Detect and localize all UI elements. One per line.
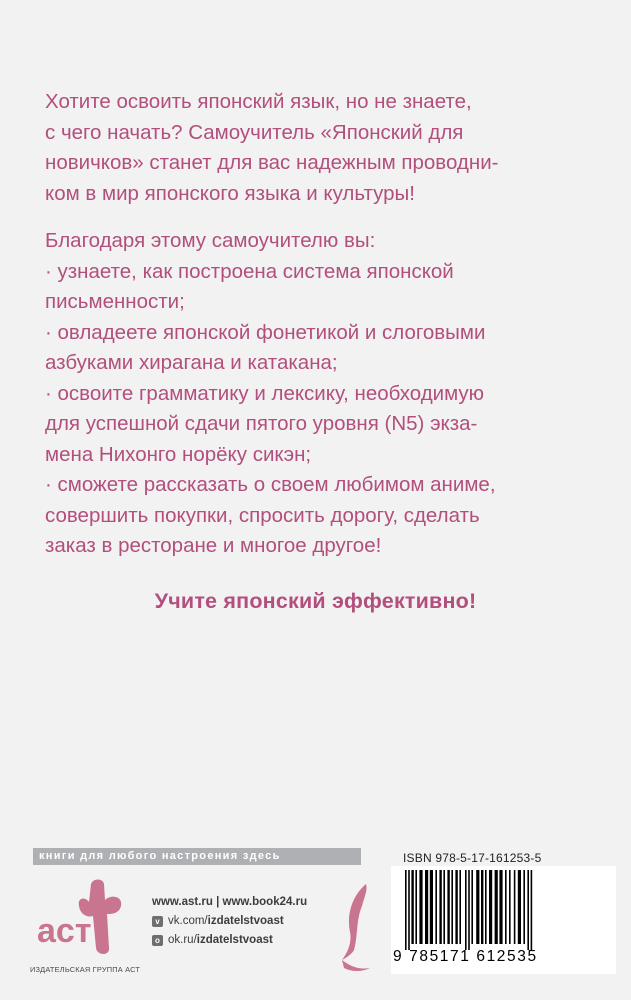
barcode-bar <box>419 870 422 944</box>
intro-paragraph <box>45 87 605 209</box>
barcode-bars <box>399 870 609 950</box>
logo-text: аст <box>37 912 92 950</box>
barcode-bar <box>489 870 492 944</box>
barcode-bar <box>408 870 410 950</box>
barcode-bar <box>505 870 507 944</box>
vk-handle: izdatelstvoast <box>207 915 284 927</box>
ok-icon: o <box>152 935 163 946</box>
barcode-bar <box>443 870 445 944</box>
barcode-bar <box>485 870 487 944</box>
publisher-links <box>152 896 307 946</box>
barcode-bar <box>531 870 533 950</box>
barcode-bar <box>518 870 521 944</box>
barcode-bar <box>459 870 461 944</box>
barcode-bar <box>435 870 437 944</box>
barcode-bar <box>405 870 407 950</box>
benefits-heading: Благодаря этому самоучителю вы: <box>45 229 376 252</box>
benefit-line: · узнаете, как построена система японской <box>45 259 454 283</box>
barcode-bar <box>523 870 525 944</box>
isbn-label: ISBN 978-5-17-161253-5 <box>403 851 542 865</box>
vk-link[interactable] <box>152 915 307 927</box>
barcode-digits: 9 785171 612535 <box>393 948 538 965</box>
benefits-list <box>45 226 605 562</box>
vk-prefix: vk.com/ <box>168 915 208 927</box>
barcode <box>391 866 616 974</box>
intro-line: новичков» станет для вас надежным проводни- <box>45 151 499 174</box>
barcode-bar <box>430 870 433 944</box>
barcode-bar <box>527 870 529 950</box>
barcode-bar <box>509 870 511 944</box>
barcode-bar <box>415 870 417 944</box>
tagline-bar: книги для любого настроения здесь <box>33 848 361 865</box>
barcode-bar <box>499 870 502 944</box>
ok-prefix: ok.ru/ <box>168 934 197 946</box>
benefit-line: заказ в ресторане и многое другое! <box>45 534 382 557</box>
intro-line: Хотите освоить японский язык, но не знаете, <box>45 90 472 113</box>
barcode-bar <box>465 870 467 950</box>
benefit-line: · овладеете японской фонетикой и слоговыми <box>45 320 486 344</box>
vk-icon: v <box>152 916 163 927</box>
website-links[interactable]: www.ast.ru | www.book24.ru <box>152 896 308 908</box>
benefit-line: для успешной сдачи пятого уровня (N5) экза- <box>45 412 478 435</box>
barcode-bar <box>425 870 428 944</box>
benefit-line: мена Нихонго норёку сикэн; <box>45 442 312 466</box>
ok-link[interactable] <box>152 934 307 946</box>
barcode-bar <box>468 870 470 950</box>
barcode-bar <box>476 870 479 944</box>
barcode-bar <box>514 870 516 944</box>
barcode-bar <box>411 870 413 944</box>
barcode-bar <box>481 870 483 944</box>
benefit-line: письменности; <box>45 290 185 313</box>
ok-handle: izdatelstvoast <box>196 934 273 946</box>
barcode-bar <box>439 870 441 944</box>
barcode-bar <box>451 870 453 944</box>
barcode-bar <box>447 870 449 944</box>
benefit-line: · освоите грамматику и лексику, необходимую <box>45 381 485 405</box>
feather-pen-icon <box>336 880 376 976</box>
intro-line: с чего начать? Самоучитель «Японский для <box>45 120 464 144</box>
slogan: Учите японский эффективно! <box>154 589 477 613</box>
benefit-line: азбуками хирагана и катакана; <box>45 351 338 374</box>
barcode-bar <box>471 870 473 944</box>
barcode-bar <box>495 870 498 944</box>
barcode-bar <box>455 870 457 944</box>
intro-line: ком в мир японского языка и культуры! <box>45 181 415 205</box>
benefit-line: · сможете рассказать о своем любимом аниме, <box>45 473 496 496</box>
ast-logo <box>33 876 143 966</box>
publisher-caption: ИЗДАТЕЛЬСКАЯ ГРУППА АСТ <box>30 965 141 974</box>
benefit-line: совершить покупки, спросить дорогу, сделать <box>45 503 480 527</box>
